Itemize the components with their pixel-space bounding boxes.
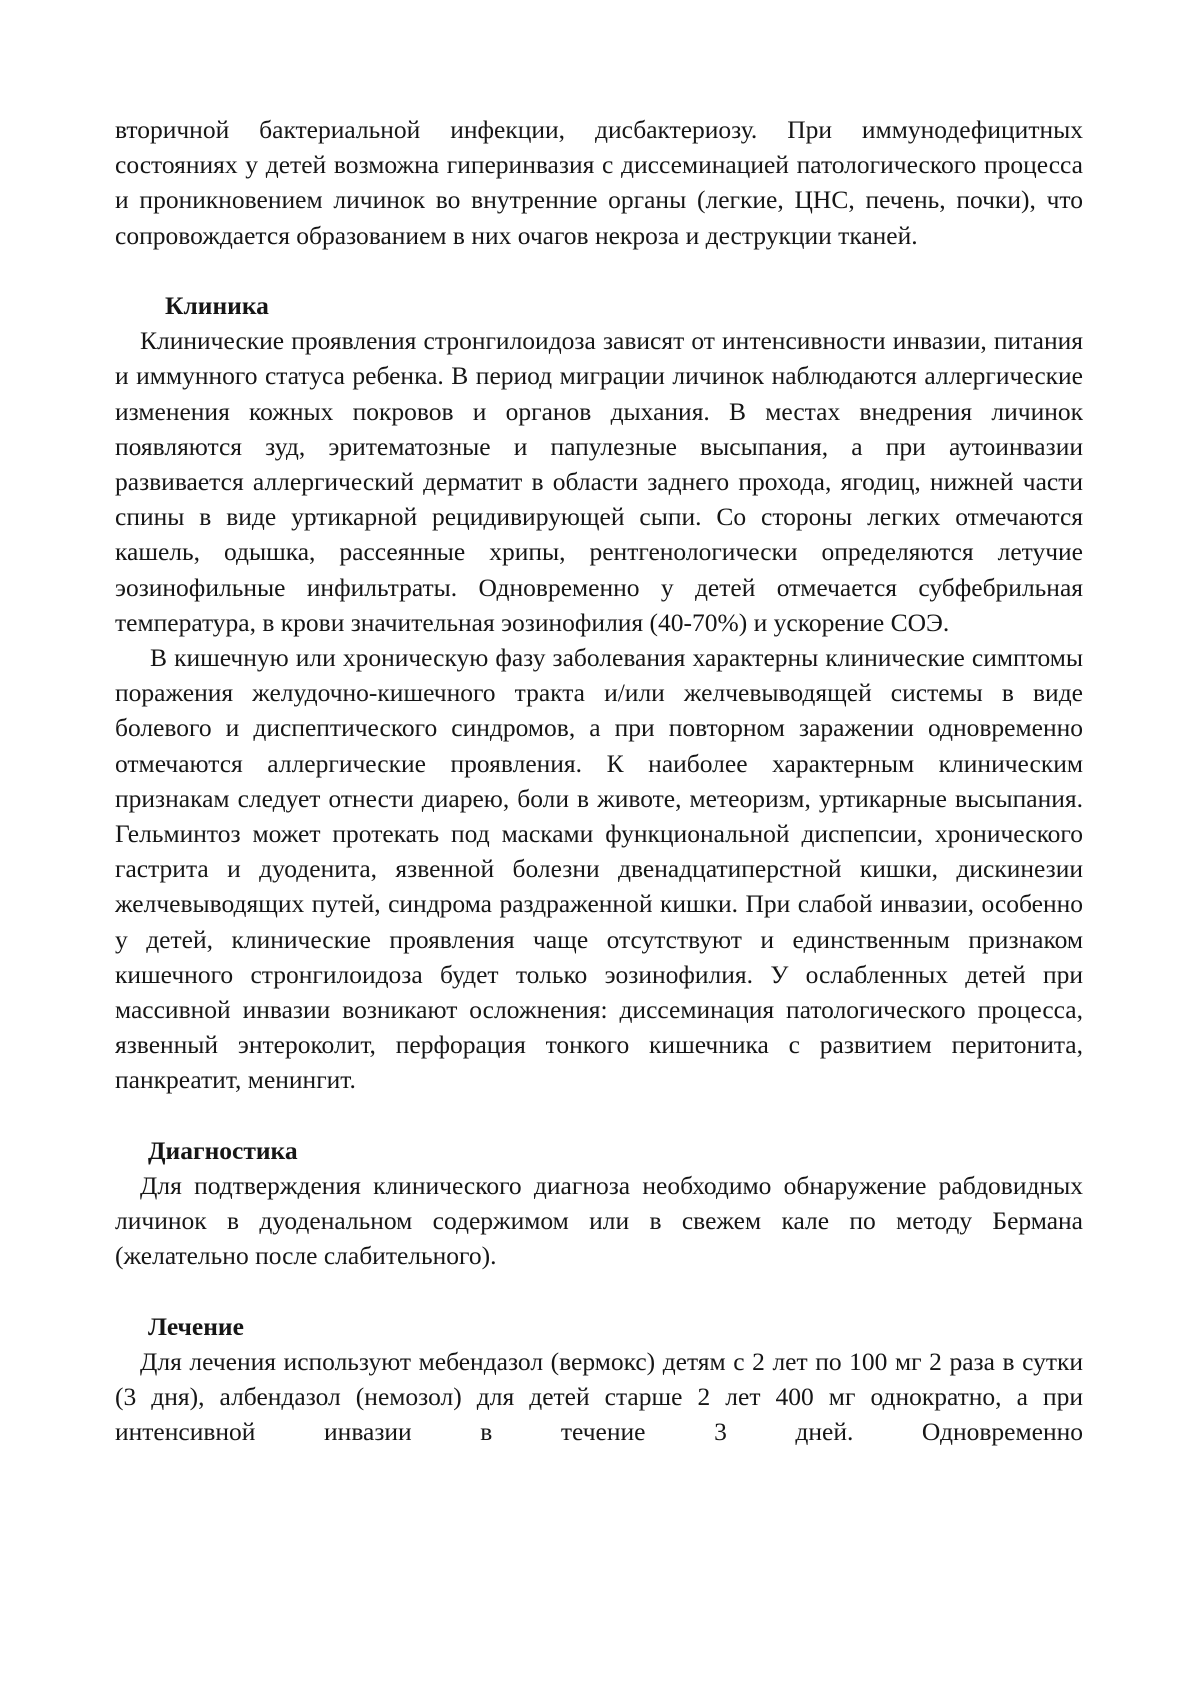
treatment-paragraph: Для лечения используют мебендазол (вермокс) детям с 2 лет по 100 мг 2 раза в сутки (3 дня), албендазол (немозол) для детей старше 2 лет 400 мг однократно, а при интенсивной инвазии в течение 3 дней. Одновременно — [115, 1347, 1083, 1447]
diagnostics-paragraph: Для подтверждения клинического диагноза необходимо обнаружение рабдовидных личинок в дуоденальном содержимом или в свежем кале по методу Бермана (желательно после слабительного). — [115, 1171, 1083, 1271]
section-spacer — [115, 1098, 1083, 1133]
intro-paragraph: вторичной бактериальной инфекции, дисбактериозу. При иммунодефицитных состояниях у детей возможна гиперинвазия с диссеминацией патологического процесса и проникновением личинок во внутренние органы (легкие, ЦНС, печень, почки), что сопровождается образованием в них очагов некроза и деструкции тканей. — [115, 115, 1083, 250]
document-body — [115, 112, 1083, 1450]
section-heading-treatment: Лечение — [148, 1311, 244, 1341]
section-heading-clinic: Клиника — [165, 291, 269, 320]
section-spacer — [115, 1274, 1083, 1309]
clinic-paragraph-2: В кишечную или хроническую фазу заболевания характерны клинические симптомы поражения желудочно-кишечного тракта и/или желчевыводящей системы в виде болевого и диспептического синдромов, а при повторном заражении одновременно отмечаются аллергические проявления. К наиболее характерным клиническим признакам следует отнести диарею, боли в животе, метеоризм, уртикарные высыпания. Гельминтоз может протекать под масками функциональной диспепсии, хронического гастрита и дуоденита, язвенной болезни двенадцатиперстной кишки, дискинезии желчевыводящих путей, синдрома раздраженной кишки. При слабой инвазии, особенно у детей, клинические проявления чаще отсутствуют и единственным признаком кишечного стронгилоидоза будет только эозинофилия. У ослабленных детей при массивной инвазии возникают осложнения: диссеминация патологического процесса, язвенный энтероколит, перфорация тонкого кишечника с развитием перитонита, панкреатит, менингит. — [115, 643, 1083, 1095]
section-heading-diagnostics: Диагностика — [148, 1135, 298, 1165]
section-spacer — [115, 253, 1083, 288]
clinic-paragraph-1: Клинические проявления стронгилоидоза зависят от интенсивности инвазии, питания и иммунного статуса ребенка. В период миграции личинок наблюдаются аллергические изменения кожных покровов и органов дыхания. В местах внедрения личинок появляются зуд, эритематозные и папулезные высыпания, а при аутоинвазии развивается аллергический дерматит в области заднего прохода, ягодиц, нижней части спины в виде уртикарной рецидивирующей сыпи. Со стороны легких отмечаются кашель, одышка, рассеянные хрипы, рентгенологически определяются летучие эозинофильные инфильтраты. Одновременно у детей отмечается субфебрильная температура, в крови значительная эозинофилия (40-70%) и ускорение СОЭ. — [115, 326, 1083, 637]
